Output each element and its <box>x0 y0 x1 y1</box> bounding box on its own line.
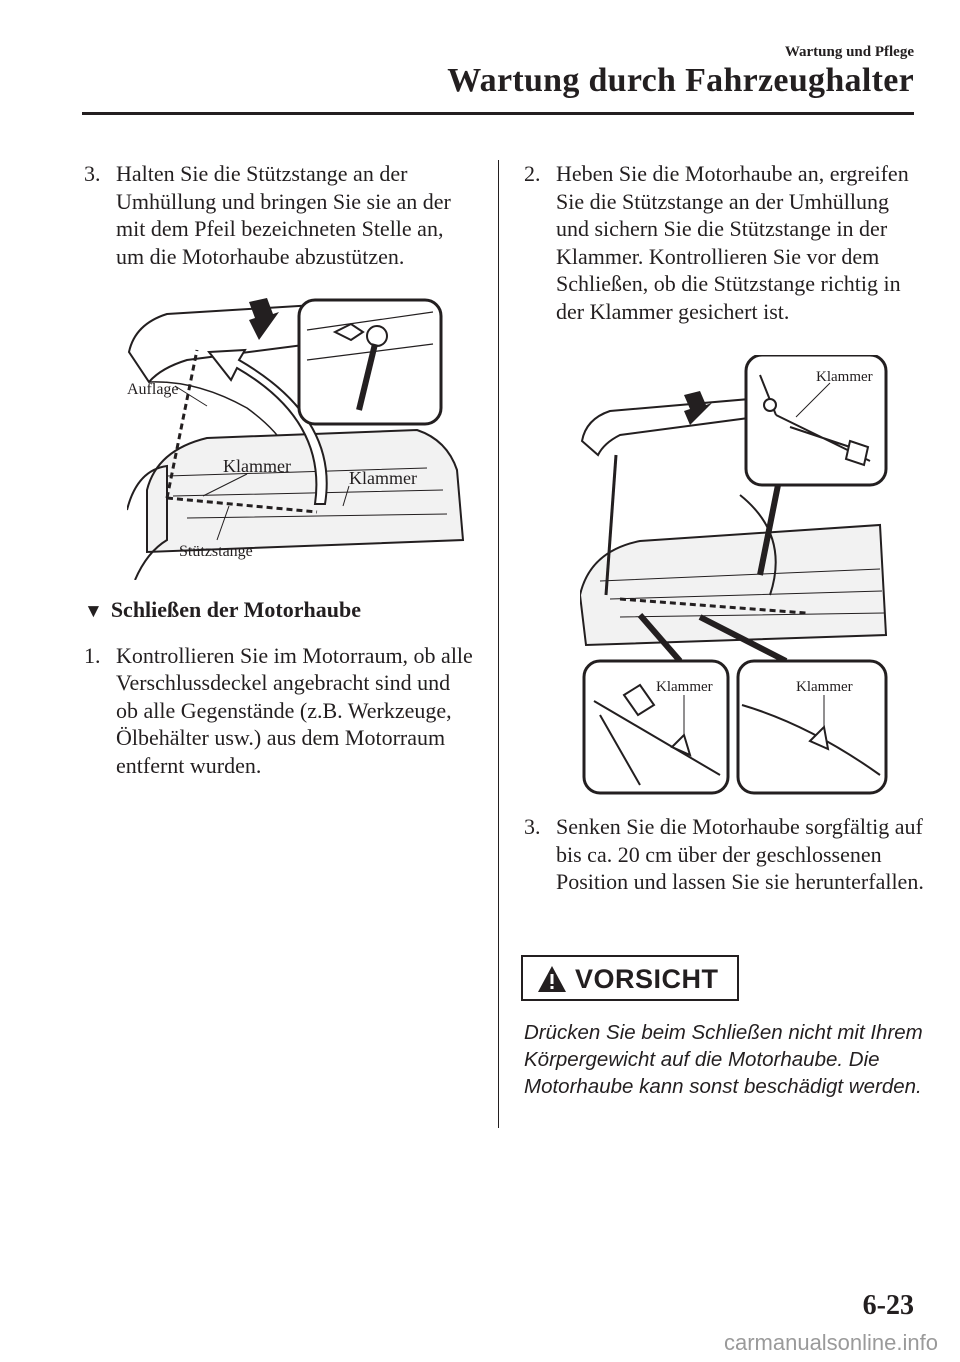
label-klammer-right: Klammer <box>796 679 853 695</box>
step-text: Kontrollieren Sie im Motorraum, ob alle Verschlussdeckel angebracht sind und ob alle Gegenstände (z.B. Werkzeuge, Ölbehälter usw.) aus dem Motorraum entfernt wurden. <box>116 642 473 778</box>
label-auflage: Auflage <box>127 381 179 398</box>
step-number: 3. <box>524 814 541 839</box>
engine-bay <box>580 525 886 645</box>
warning-box <box>521 955 739 1001</box>
step-text: Senken Sie die Motorhaube sorgfältig auf bis ca. 20 cm über der geschlossenen Position und lassen Sie sie herunterfallen. <box>556 814 924 894</box>
step-2-secure-rod <box>524 160 924 325</box>
step-1-check-engine-bay <box>84 642 476 780</box>
hood-outline <box>582 399 756 455</box>
column-divider <box>498 160 499 1128</box>
label-klammer-top: Klammer <box>816 369 873 385</box>
step-text: Halten Sie die Stützstange an der Umhüllung und bringen Sie sie an der mit dem Pfeil bezeichneten Stelle an, um die Motorhaube abzustützen. <box>116 161 451 269</box>
warning-label: VORSICHT <box>575 964 719 994</box>
section-name: Wartung und Pflege <box>784 44 914 60</box>
step-text: Heben Sie die Motorhaube an, ergreifen Sie die Stützstange an der Umhüllung und sichern Sie die Stützstange in der Klammer. Kontrollieren Sie vor dem Schließen, ob die Stützstange richtig in der Klammer gesichert ist. <box>556 161 909 324</box>
label-klammer-2: Klammer <box>349 468 417 488</box>
watermark: carmanualsonline.info <box>723 1330 938 1355</box>
header-rule <box>82 112 914 115</box>
label-klammer-1: Klammer <box>223 456 291 476</box>
left-column <box>84 160 476 779</box>
step-number: 2. <box>524 161 541 186</box>
warning-text: Drücken Sie beim Schließen nicht mit Ihrem Körpergewicht auf die Motorhaube. Die Motorhaube kann sonst beschädigt werden. <box>524 1021 923 1098</box>
section-heading-closing-hood <box>84 596 476 626</box>
figure-hood-support-rod <box>127 290 467 580</box>
warning-icon <box>537 965 567 993</box>
step-3-lower-hood <box>524 813 924 896</box>
label-klammer-left: Klammer <box>656 679 713 695</box>
step-number: 1. <box>84 642 101 668</box>
page-title: Wartung durch Fahrzeughalter <box>447 62 914 99</box>
step-3-hold-rod <box>84 160 476 270</box>
figure-rod-in-clamp <box>580 355 890 795</box>
label-stuetzstange: Stützstange <box>179 543 253 560</box>
heading-text: Schließen der Motorhaube <box>110 597 361 622</box>
page-number: 6-23 <box>862 1290 914 1321</box>
right-column <box>524 160 924 896</box>
step-number: 3. <box>84 161 101 186</box>
heading-marker-icon: ▼ <box>84 601 103 622</box>
